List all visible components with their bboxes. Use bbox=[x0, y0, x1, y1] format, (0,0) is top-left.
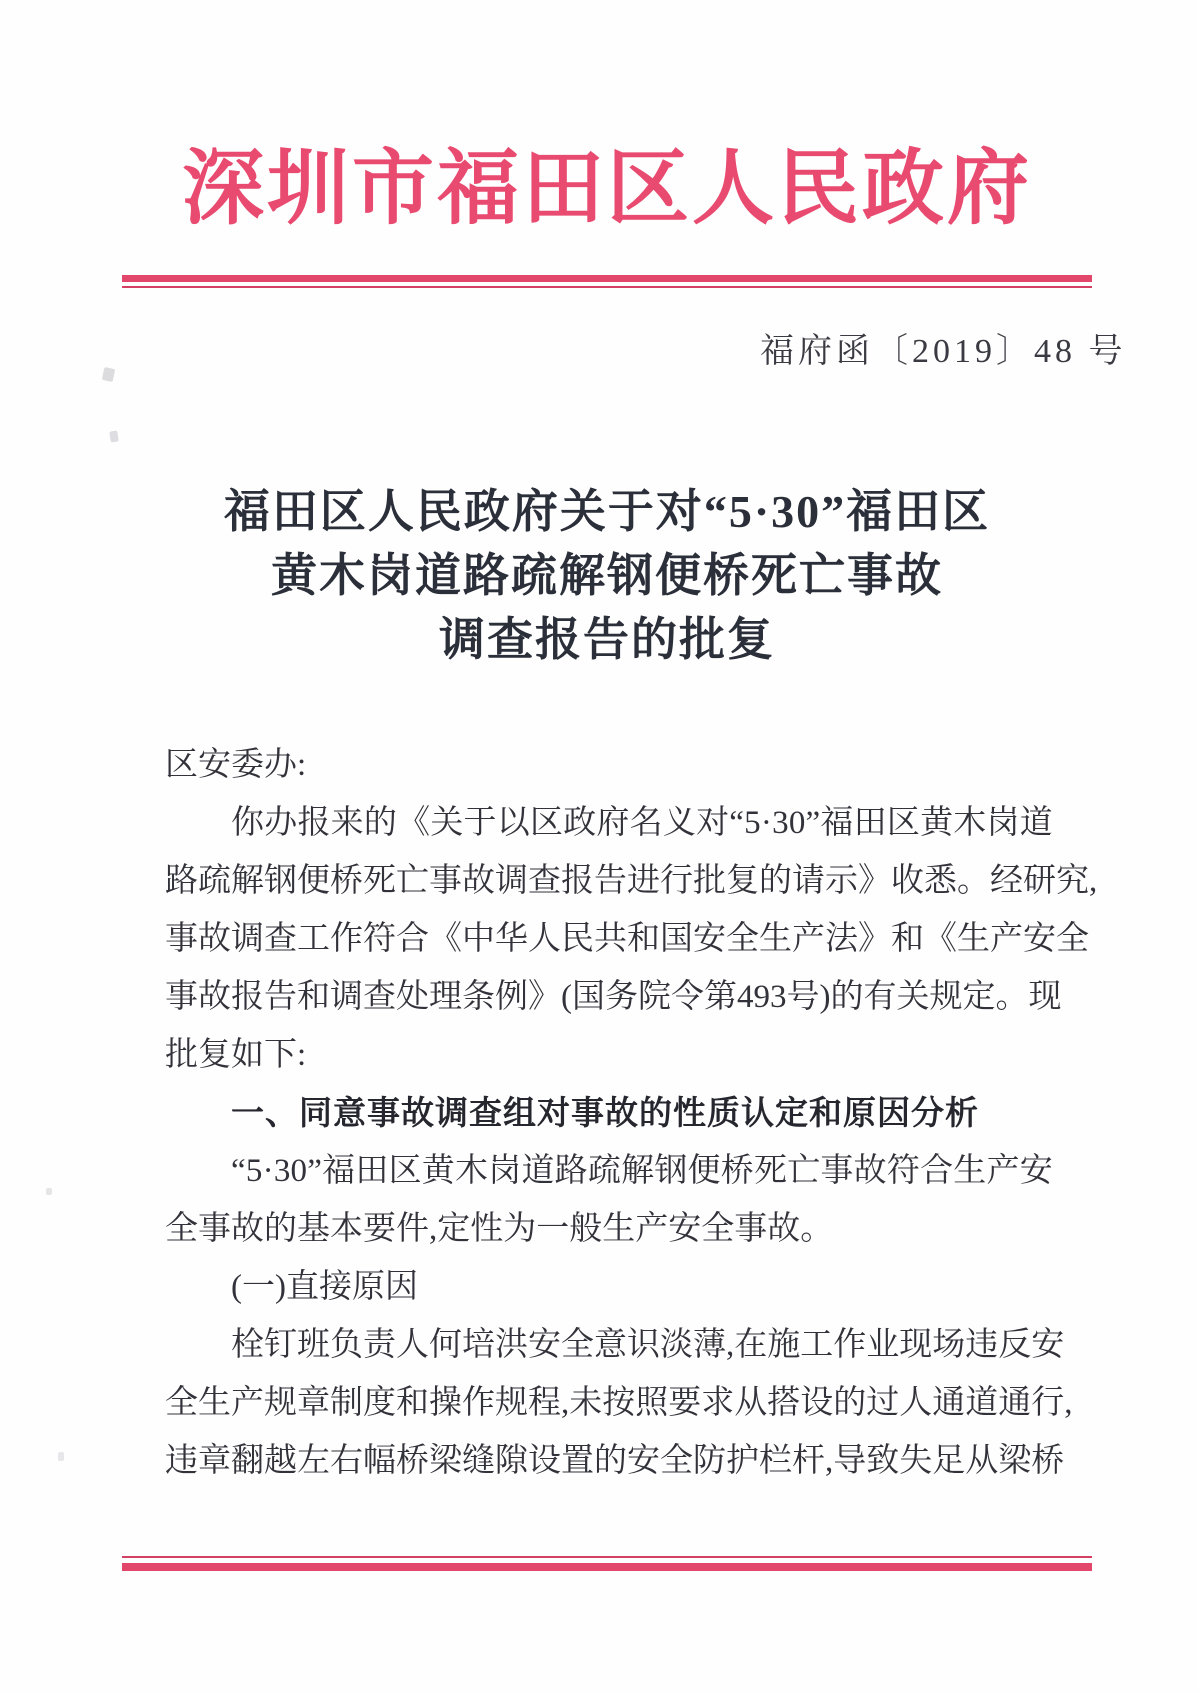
scan-speck bbox=[46, 1188, 52, 1195]
scan-speck bbox=[109, 430, 118, 442]
document-body bbox=[165, 736, 1098, 1490]
title-line: 福田区人民政府关于对“5·30”福田区 bbox=[223, 486, 991, 537]
body-line: 事 故 报 告 和 调 查 处 理 条 例 》 ( 国 务 院 令 第 4 9 3 号 ) 的 有 关 规 定 。 现 bbox=[165, 979, 1062, 1015]
body-line: 违 章 翻 越 左 右 幅 桥 梁 缝 隙 设 置 的 安 全 防 护 栏 杆 , 导 致 失 足 从 梁 桥 bbox=[165, 1443, 1065, 1479]
document-title bbox=[122, 480, 1092, 672]
body-line: 全事故的基本要件,定性为一般生产安全事故。 bbox=[165, 1211, 834, 1247]
footer-rule-thin bbox=[122, 1556, 1092, 1558]
body-line: 栓 钉 班 负 责 人 何 培 洪 安 全 意 识 淡 薄 , 在 施 工 作 业 现 场 违 反 安 bbox=[231, 1327, 1065, 1363]
scan-speck bbox=[58, 1452, 64, 1461]
salutation-line: 区安委办: bbox=[165, 747, 307, 783]
header-rule-thin bbox=[122, 286, 1092, 288]
scan-speck bbox=[102, 367, 115, 382]
body-line: 批复如下: bbox=[165, 1037, 307, 1073]
title-line: 调查报告的批复 bbox=[439, 614, 775, 665]
body-line: “ 5 · 3 0 ” 福 田 区 黄 木 岗 道 路 疏 解 钢 便 桥 死 亡 事 故 符 合 生 产 安 bbox=[231, 1153, 1053, 1189]
agency-masthead: 深圳市福田区人民政府 bbox=[181, 143, 1032, 234]
body-line: 事 故 调 查 工 作 符 合 《 中 华 人 民 共 和 国 安 全 生 产 法 》 和 《 生 产 安 全 bbox=[165, 921, 1089, 957]
subsection-heading: (一)直接原因 bbox=[231, 1269, 418, 1305]
title-line: 黄木岗道路疏解钢便桥死亡事故 bbox=[271, 550, 943, 601]
section-heading: 一、同意事故调查组对事故的性质认定和原因分析 bbox=[231, 1094, 979, 1131]
body-line: 全 生 产 规 章 制 度 和 操 作 规 程 , 未 按 照 要 求 从 搭 设 的 过 人 通 道 通 行 , bbox=[165, 1385, 1073, 1421]
body-line: 路 疏 解 钢 便 桥 死 亡 事 故 调 查 报 告 进 行 批 复 的 请 示 》 收 悉 。 经 研 究 , bbox=[165, 863, 1098, 899]
header-rule-thick bbox=[122, 275, 1092, 282]
body-line: 你 办 报 来 的 《 关 于 以 区 政 府 名 义 对 “ 5 · 3 0 ” 福 田 区 黄 木 岗 道 bbox=[231, 805, 1053, 841]
document-number: 福府函〔2019〕48 号 bbox=[760, 333, 1127, 370]
footer-rule-thick bbox=[122, 1563, 1092, 1571]
